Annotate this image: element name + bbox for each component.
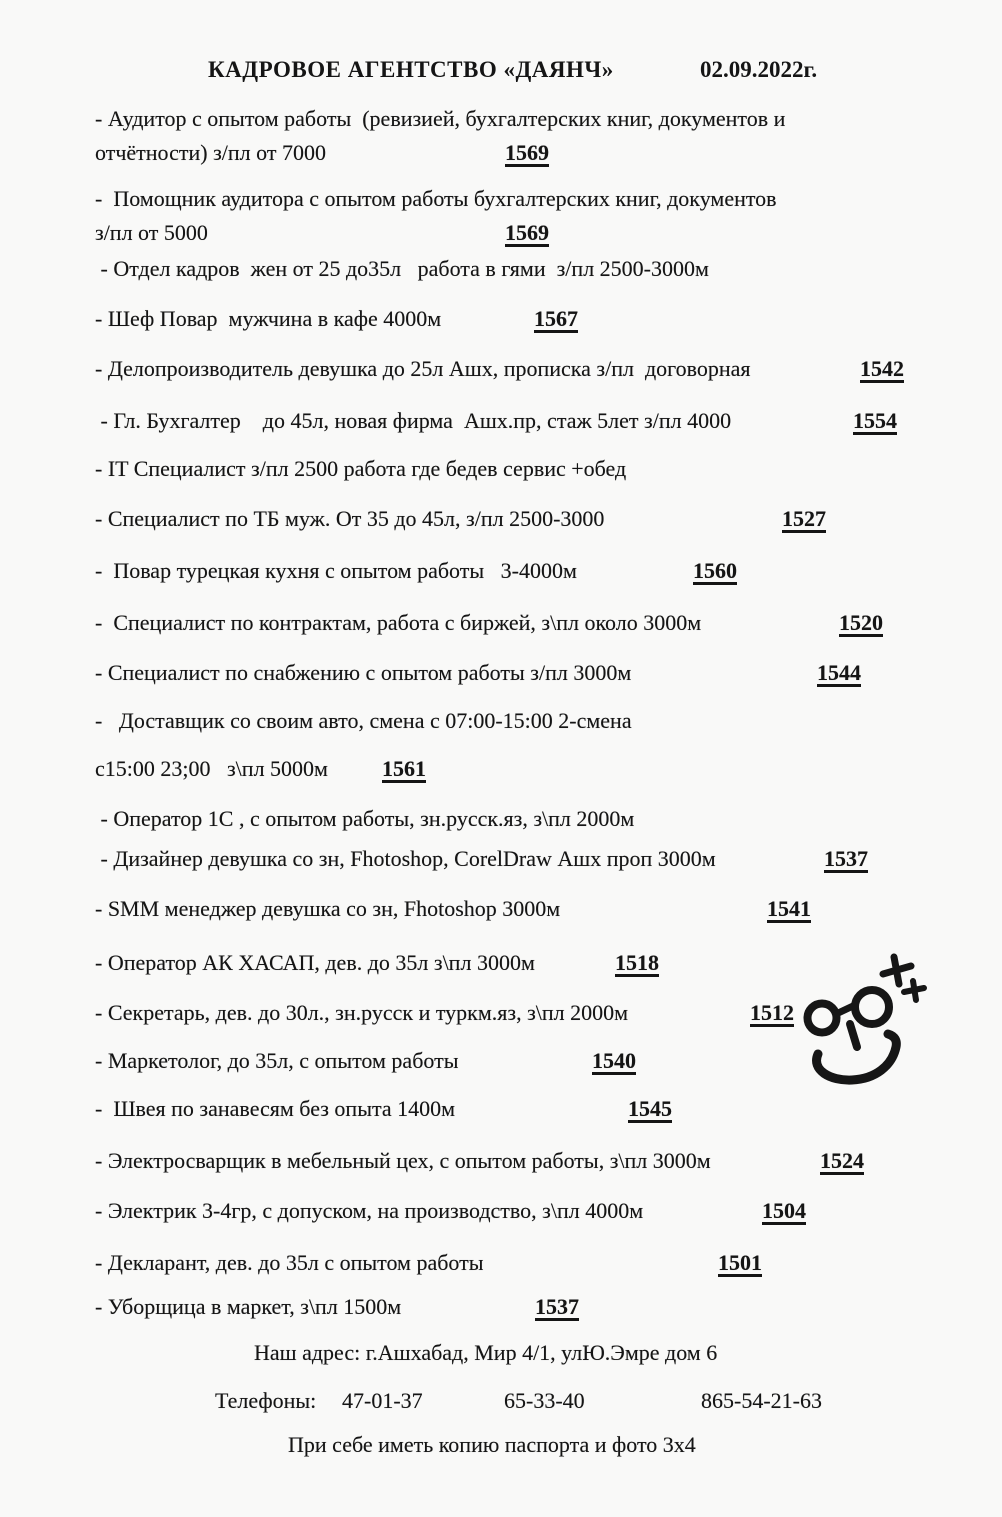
listing-text: - Доставщик со своим авто, смена с 07:00-15:00 2-смена (95, 708, 632, 733)
listing-text: - Оператор 1С , с опытом работы, зн.русск.яз, з\пл 2000м (95, 806, 635, 831)
listing-text: - Швея по занавесям без опыта 1400м (95, 1096, 456, 1121)
listing-row (0, 1147, 1002, 1174)
listing-row (0, 755, 1002, 782)
listing-row (0, 609, 1002, 636)
ref-number: 1569 (505, 220, 549, 245)
listing-row (0, 505, 1002, 532)
listing-text: - Гл. Бухгалтер до 45л, новая фирма Ашх.пр, стаж 5лет з/пл 4000 (95, 408, 732, 433)
listing-row (0, 305, 1002, 332)
listing-text: - Уборщица в маркет, з\пл 1500м (95, 1294, 402, 1319)
listing-row (0, 455, 1002, 482)
listing-text: - SMM менеджер девушка со зн, Fhotoshop 3000м (95, 896, 561, 921)
listing-row (0, 105, 1002, 132)
listing-text: - Дизайнер девушка со зн, Fhotoshop, CorelDraw Ашх проп 3000м (95, 846, 716, 871)
ref-number: 1541 (767, 896, 811, 921)
ref-number: 1527 (782, 506, 826, 531)
listing-row (0, 407, 1002, 434)
listing-text: - IT Специалист з/пл 2500 работа где бедев сервис +обед (95, 456, 627, 481)
listing-row (0, 255, 1002, 282)
listing-row (0, 707, 1002, 734)
ref-number: 1512 (750, 1000, 794, 1025)
ref-number: 1545 (628, 1096, 672, 1121)
listing-text: - Специалист по снабжению с опытом работы з/пл 3000м (95, 660, 632, 685)
document-date: 02.09.2022г. (700, 57, 818, 82)
ref-number: 1537 (824, 846, 868, 871)
listing-text: - Шеф Повар мужчина в кафе 4000м (95, 306, 442, 331)
address-text: Наш адрес: г.Ашхабад, Мир 4/1, улЮ.Эмре дом 6 (254, 1340, 718, 1365)
listing-row (0, 1249, 1002, 1276)
ref-number: 1561 (382, 756, 426, 781)
page-title: КАДРОВОЕ АГЕНТСТВО «ДАЯНЧ» (208, 57, 614, 82)
ref-number: 1520 (839, 610, 883, 635)
listing-row (0, 219, 1002, 246)
listing-row (0, 139, 1002, 166)
listing-text: - Повар турецкая кухня с опытом работы 3-4000м (95, 558, 577, 583)
listing-text: - Помощник аудитора с опытом работы бухгалтерских книг, документов (95, 186, 777, 211)
listing-text: - Декларант, дев. до 35л с опытом работы (95, 1250, 484, 1275)
listing-text: - Оператор АК ХАСАП, дев. до 35л з\пл 3000м (95, 950, 535, 975)
listing-row (0, 557, 1002, 584)
listing-row (0, 185, 1002, 212)
document-header (0, 57, 1002, 87)
listing-row (0, 1197, 1002, 1224)
listing-row (0, 1293, 1002, 1320)
listing-row (0, 805, 1002, 832)
listing-text: - Специалист по контрактам, работа с биржей, з\пл около 3000м (95, 610, 702, 635)
listing-text: - Электросварщик в мебельный цех, с опытом работы, з\пл 3000м (95, 1148, 711, 1173)
listing-row (0, 845, 1002, 872)
listing-text: - Электрик 3-4гр, с допуском, на производство, з\пл 4000м (95, 1198, 644, 1223)
listing-text: - Маркетолог, до 35л, с опытом работы (95, 1048, 459, 1073)
smiley-glasses-doodle (790, 930, 950, 1110)
listing-row (0, 659, 1002, 686)
listing-text: отчётности) з/пл от 7000 (95, 140, 326, 165)
phone-number: 65-33-40 (504, 1388, 585, 1413)
ref-number: 1567 (534, 306, 578, 331)
listing-text: - Специалист по ТБ муж. От 35 до 45л, з/пл 2500-3000 (95, 506, 605, 531)
listing-text: з/пл от 5000 (95, 220, 208, 245)
footer-note-text: При себе иметь копию паспорта и фото 3х4 (288, 1432, 696, 1457)
ref-number: 1554 (853, 408, 897, 433)
ref-number: 1560 (693, 558, 737, 583)
ref-number: 1544 (817, 660, 861, 685)
phones-label: Телефоны: (215, 1388, 317, 1413)
ref-number: 1537 (535, 1294, 579, 1319)
phone-number: 47-01-37 (342, 1388, 423, 1413)
listing-text: - Делопроизводитель девушка до 25л Ашх, прописка з/пл договорная (95, 356, 751, 381)
listing-row (0, 355, 1002, 382)
ref-number: 1504 (762, 1198, 806, 1223)
listing-text: - Секретарь, дев. до 30л., зн.русск и туркм.яз, з\пл 2000м (95, 1000, 629, 1025)
ref-number: 1501 (718, 1250, 762, 1275)
listing-row (0, 895, 1002, 922)
ref-number: 1524 (820, 1148, 864, 1173)
ref-number: 1518 (615, 950, 659, 975)
listing-text: - Отдел кадров жен от 25 до35л работа в гями з/пл 2500-3000м (95, 256, 709, 281)
phone-number: 865-54-21-63 (701, 1388, 822, 1413)
listing-text: с15:00 23;00 з\пл 5000м (95, 756, 328, 781)
listing-text: - Аудитор с опытом работы (ревизией, бухгалтерских книг, документов и (95, 106, 786, 131)
ref-number: 1542 (860, 356, 904, 381)
ref-number: 1540 (592, 1048, 636, 1073)
ref-number: 1569 (505, 140, 549, 165)
